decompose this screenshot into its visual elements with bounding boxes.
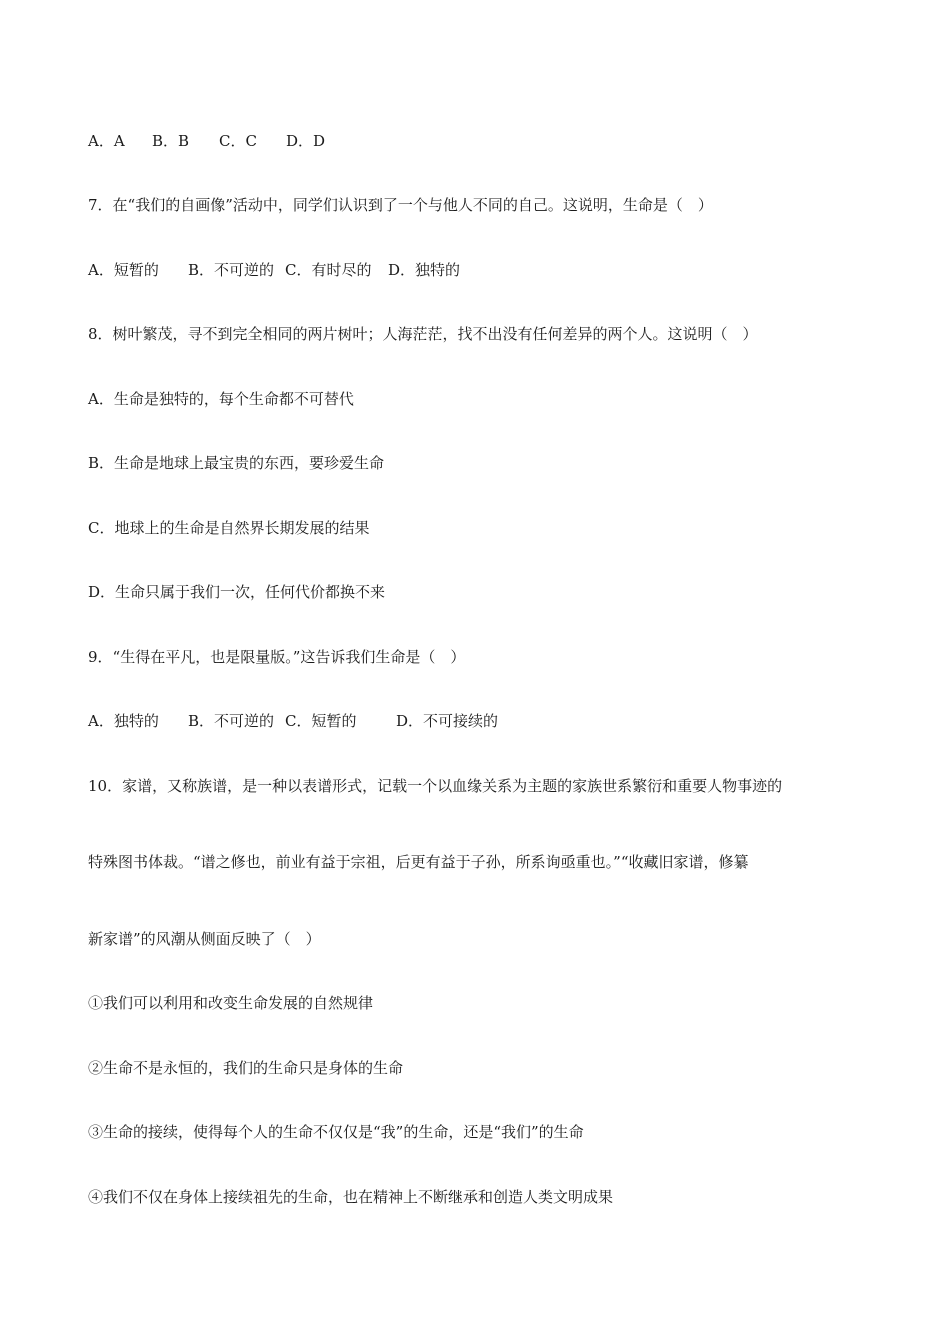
q10-statement-2: ②生命不是永恒的，我们的生命只是身体的生命 [88,1059,404,1077]
q10-stem-line-1: 10．家谱，又称族谱，是一种以表谱形式，记载一个以血缘关系为主题的家族世系繁衍和重要人物事迹的 [88,777,783,795]
q7-stem: 7．在“我们的自画像”活动中，同学们认识到了一个与他人不同的自己。这说明，生命是（ ） [88,196,713,214]
q9-option-d: D．不可接续的 [396,712,499,730]
q9-options [88,711,498,731]
q8-option-a: A．生命是独特的，每个生命都不可替代 [88,390,354,408]
q9-option-b: B．不可逆的 [188,712,275,730]
q9-stem: 9．“生得在平凡，也是限量版。”这告诉我们生命是（ ） [88,648,466,666]
q6-options [88,131,325,151]
q10-statement-3: ③生命的接续，使得每个人的生命不仅仅是“我”的生命，还是“我们”的生命 [88,1123,584,1141]
q7-option-c: C．有时尽的 [285,261,372,279]
q8-option-d: D．生命只属于我们一次，任何代价都换不来 [88,583,386,601]
q10-statement-4: ④我们不仅在身体上接续祖先的生命，也在精神上不断继承和创造人类文明成果 [88,1188,614,1206]
q7-options [88,260,460,280]
q7-option-d: D．独特的 [388,261,461,279]
q6-option-b: B．B [152,132,190,150]
q10-stem-line-3: 新家谱”的风潮从侧面反映了（ ） [88,930,321,948]
q6-option-a: A．A [88,132,125,150]
q10-stem-line-2: 特殊图书体裁。“谱之修也，前业有益于宗祖，后更有益于子孙，所系询亟重也。”“收藏旧家谱，修纂 [88,853,749,871]
q7-option-a: A．短暂的 [88,261,159,279]
q9-option-a: A．独特的 [88,712,159,730]
q8-option-c: C．地球上的生命是自然界长期发展的结果 [88,519,370,537]
q8-option-b: B．生命是地球上最宝贵的东西，要珍爱生命 [88,454,385,472]
q6-option-d: D．D [286,132,326,150]
q10-statement-1: ①我们可以利用和改变生命发展的自然规律 [88,994,374,1012]
q7-option-b: B．不可逆的 [188,261,275,279]
q8-stem: 8．树叶繁茂，寻不到完全相同的两片树叶；人海茫茫，找不出没有任何差异的两个人。这说明（ ） [88,325,758,343]
q9-option-c: C．短暂的 [285,712,357,730]
q6-option-c: C．C [219,132,257,150]
